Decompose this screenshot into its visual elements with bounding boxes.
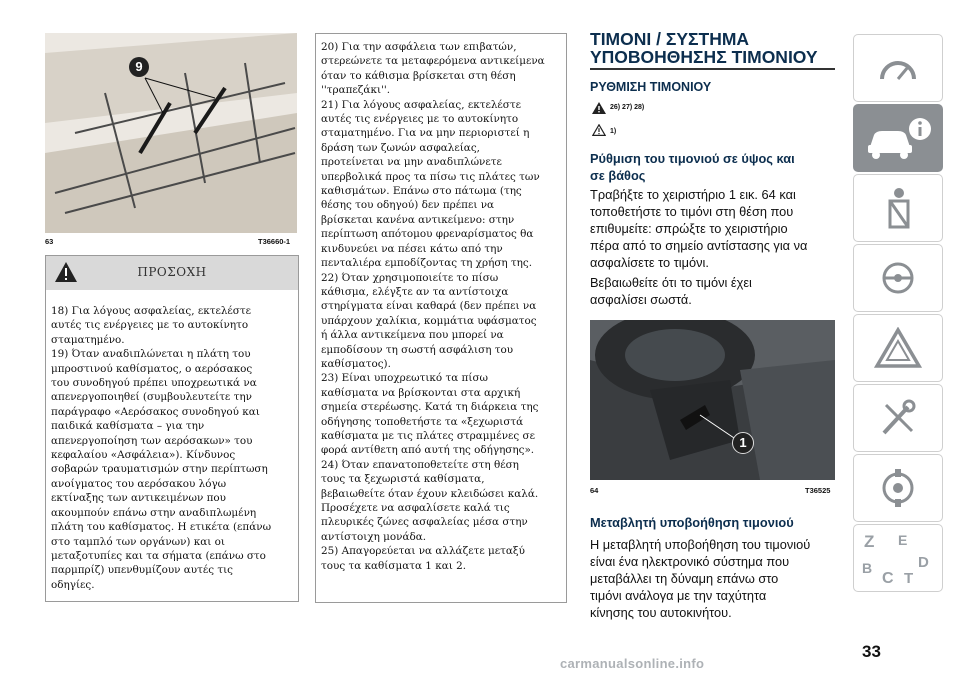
text-line: τους τα ξεχωριστά καθίσματα,	[321, 473, 485, 486]
text-line: Η μεταβλητή υποβοήθηση του τιμονιού	[590, 537, 811, 552]
paragraph-adjust-steering	[590, 186, 807, 271]
paragraph-variable-assist	[590, 536, 810, 621]
text-line: καθισμάτων. Επάνω στο πάτωμα (της	[321, 185, 522, 198]
paragraph-check-locked	[590, 274, 752, 308]
steering-wheel-car-icon	[874, 261, 922, 295]
figure-number: 64	[590, 486, 599, 495]
text-line: τιμόνι ανάλογα με την ταχύτητα	[590, 588, 767, 603]
tools-icon	[878, 399, 918, 437]
text-line: μπροστινού καθίσματος, ο αερόσακος	[51, 362, 253, 375]
tab-letter: B	[862, 560, 873, 576]
text-line: κίνησης του αυτοκινήτου.	[590, 605, 732, 620]
text-line: καθίσματα να βρίσκονται στα αρχική	[321, 386, 521, 399]
chapter-tab-1[interactable]	[853, 34, 943, 102]
heading-height-depth	[590, 150, 795, 184]
text-line: αυτές τις ενέργειες με το αυτοκίνητο	[321, 113, 519, 126]
text-line: οδηγίες.	[51, 578, 95, 591]
chapter-tab-7[interactable]	[853, 454, 943, 522]
text-line: στηρίγματα είναι καθαρά (δεν πρέπει να	[321, 300, 537, 313]
text-line: σταματημένο. Για να μην περιοριστεί η	[321, 127, 530, 140]
text-line: ανοίγματος του αερόσακου λόγω	[51, 477, 227, 490]
text-line: πενταλιέρα εμποδίζοντας τη χρήση της.	[321, 257, 533, 270]
text-line: Προσέχετε να ασφαλίσετε καλά τις	[321, 502, 510, 514]
warning-text	[51, 304, 271, 592]
notes-box	[315, 33, 567, 603]
text-line: περίπτωση απότομου φρεναρίσματος θα	[321, 228, 534, 241]
text-line: στο ταμπλό των οργάνων) και οι	[51, 535, 226, 548]
text-line: κάθισμα, ελέγξτε αν τα αντίστοιχα	[321, 285, 509, 298]
text-line: 19) Όταν αναδιπλώνεται η πλάτη του	[51, 348, 251, 361]
chapter-tab-6[interactable]	[853, 384, 943, 452]
text-line: του συνοδηγού πρέπει υποχρεωτικά να	[51, 377, 257, 390]
text-line: ή άλλα αντικείμενα που μπορεί να	[321, 329, 504, 342]
warning-triangle-icon	[592, 102, 606, 114]
text-line: παράγραφο «Αερόσακος συνοδηγού και	[51, 405, 260, 418]
page-number: 33	[862, 642, 881, 661]
text-line: παιδικά καθίσματα – για την	[51, 420, 205, 433]
text-line: αυτές τις ενέργειες με το αυτοκίνητο	[51, 319, 249, 332]
text-line: βεβαιωθείτε όταν έχουν κλειδώσει καλά.	[321, 487, 539, 500]
text-line: τοποθετήστε το τιμόνι στη θέση που	[590, 204, 794, 219]
text-line: είναι ένα ηλεκτρονικό σύστημα που	[590, 554, 790, 569]
heading-line-2: σε βάθος	[590, 168, 646, 183]
steering-column-illustration	[590, 320, 835, 480]
text-line: υπάρχουν χαλίκια, κομμάτια υφάσματος	[321, 314, 537, 327]
text-line: κινδυνεύει να πέσει κάτω από την	[321, 242, 503, 255]
text-line: απενεργοποιηθεί (συμβουλευτείτε την	[51, 391, 252, 404]
text-line: καθίσματος).	[321, 357, 391, 370]
text-line: ''τραπεζάκι''.	[321, 84, 391, 97]
figure-number: 63	[45, 237, 54, 246]
text-line: εκτίναξης των αντικειμένων που	[51, 492, 226, 505]
text-line: βρίσκεται κανένα αντικείμενο: στην	[321, 213, 515, 226]
section-title-rule	[590, 68, 835, 70]
watermark: carmanualsonline.info	[560, 656, 705, 671]
text-line: οδήγησης τοποθετήστε τα «ξεχωριστά	[321, 415, 524, 428]
alphabet-index-icon	[858, 527, 938, 589]
text-line: 25) Απαγορεύεται να αλλάζετε μεταξύ	[321, 545, 525, 558]
section-title-line-2: ΥΠΟΒΟΗΘΗΣΗΣ ΤΙΜΟΝΙΟΥ	[590, 47, 818, 67]
chapter-tab-4[interactable]	[853, 244, 943, 312]
subsection-title: ΡΥΘΜΙΣΗ ΤΙΜΟΝΙΟΥ	[590, 80, 712, 94]
text-line: Τραβήξτε το χειριστήριο 1 εικ. 64 και	[590, 187, 796, 202]
figure-code: T36525	[805, 486, 831, 495]
text-line: σταματημένο.	[51, 333, 125, 346]
tab-letter: E	[898, 532, 908, 548]
heading-line-1: Ρύθμιση του τιμονιού σε ύψος και	[590, 151, 795, 166]
text-line: 18) Για λόγους ασφαλείας, εκτελέστε	[51, 305, 252, 317]
chapter-tab-5[interactable]	[853, 314, 943, 382]
text-line: δράση των ζωνών ασφαλείας,	[321, 141, 480, 154]
tab-letter: D	[918, 554, 929, 571]
figure-64-photo	[590, 320, 835, 480]
notes-text	[321, 40, 545, 573]
technical-data-icon	[878, 467, 918, 509]
text-line: απενεργοποίηση των αερόσακων» του	[51, 434, 253, 447]
figure-code: T36660-1	[258, 237, 291, 246]
tab-letter: T	[904, 570, 914, 587]
text-line: τους τα καθίσματα 1 και 2.	[321, 559, 466, 572]
warning-header	[46, 256, 298, 290]
figure-callout-badge: 9	[129, 57, 149, 77]
text-line: Βεβαιωθείτε ότι το τιμόνι έχει	[590, 275, 752, 290]
warning-references: 26) 27) 28)	[610, 104, 645, 111]
text-line: προτείνεται να μην αναδιπλώνετε	[321, 156, 502, 169]
chapter-tab-index[interactable]	[853, 524, 943, 592]
caution-triangle-icon	[592, 124, 606, 136]
text-line: σοβαρών τραυματισμών στην περίπτωση	[51, 463, 268, 476]
warning-box	[45, 255, 299, 602]
tab-letter: Z	[864, 532, 875, 551]
dashboard-gauge-icon	[878, 49, 918, 87]
text-line: αντίστοιχη μονάδα.	[321, 530, 427, 543]
tab-letter: C	[882, 570, 894, 587]
car-info-icon	[864, 115, 934, 161]
text-line: 20) Για την ασφάλεια των επιβατών,	[321, 41, 517, 53]
text-line: φορά αντίθετη από αυτή της οδήγησης».	[321, 444, 535, 457]
text-line: ασφαλίσετε το τιμόνι.	[590, 255, 709, 270]
text-line: πέρα από το σημείο αντίστασης για να	[590, 238, 808, 253]
text-line: στερεώνετε τα μεταφερόμενα αντικείμενα	[321, 55, 545, 68]
text-line: 21) Για λόγους ασφαλείας, εκτελέστε	[321, 98, 522, 111]
text-line: μεταξοτυπίες και τα σήματα (επάνω στο	[51, 549, 266, 562]
figure-callout-badge: 1	[732, 432, 754, 454]
text-line: πλευρικές ζώνες ασφαλείας μέσα στην	[321, 516, 528, 529]
text-line: παρμπρίζ) υπενθυμίζουν αυτές τις	[51, 564, 234, 577]
text-line: υπερβολικά προς τα πίσω τις πλάτες των	[321, 170, 540, 183]
chapter-tab-2-active[interactable]	[853, 104, 943, 172]
text-line: 24) Όταν επανατοποθετείτε στη θέση	[321, 458, 519, 471]
text-line: ασφαλίσει σωστά.	[590, 292, 692, 307]
chapter-tab-3[interactable]	[853, 174, 943, 242]
figure-63-photo	[45, 33, 297, 233]
text-line: μεταβάλλει τη δύναμη επάνω στο	[590, 571, 779, 586]
text-line: 22) Όταν χρησιμοποιείτε το πίσω	[321, 271, 499, 284]
caution-references: 1)	[610, 128, 617, 135]
text-line: 23) Είναι υποχρεωτικό τα πίσω	[321, 372, 489, 385]
text-line: εμποδίσουν τη σωστή ασφάλιση του	[321, 343, 514, 356]
text-line: θέσης του οδηγού) δεν πρέπει να	[321, 199, 495, 212]
seat-mechanism-illustration	[45, 33, 297, 233]
heading-variable-assist: Μεταβλητή υποβοήθηση τιμονιού	[590, 515, 794, 530]
text-line: ακουμπούν επάνω στην αναδιπλωμένη	[51, 506, 257, 519]
warning-triangle-emergency-icon	[874, 327, 922, 369]
text-line: επιθυμείτε: σπρώξτε το χειριστήριο	[590, 221, 788, 236]
text-line: κεφαλαίου «Ασφάλεια»). Κίνδυνος	[51, 449, 236, 462]
section-title-line-1: ΤΙΜΟΝΙ / ΣΥΣΤΗΜΑ	[590, 29, 750, 49]
text-line: όταν το κάθισμα βρίσκεται στη θέση	[321, 69, 516, 82]
seatbelt-icon	[884, 187, 914, 231]
text-line: πλάτη του καθίσματος. Η ετικέτα (επάνω	[51, 521, 272, 534]
warning-title: ΠΡΟΣΟΧΗ	[137, 265, 207, 279]
text-line: καθίσματα με τις πλάτες στραμμένες σε	[321, 429, 535, 442]
section-title	[590, 30, 818, 66]
text-line: σημεία στερέωσης. Κατά τη διάρκεια της	[321, 401, 539, 414]
